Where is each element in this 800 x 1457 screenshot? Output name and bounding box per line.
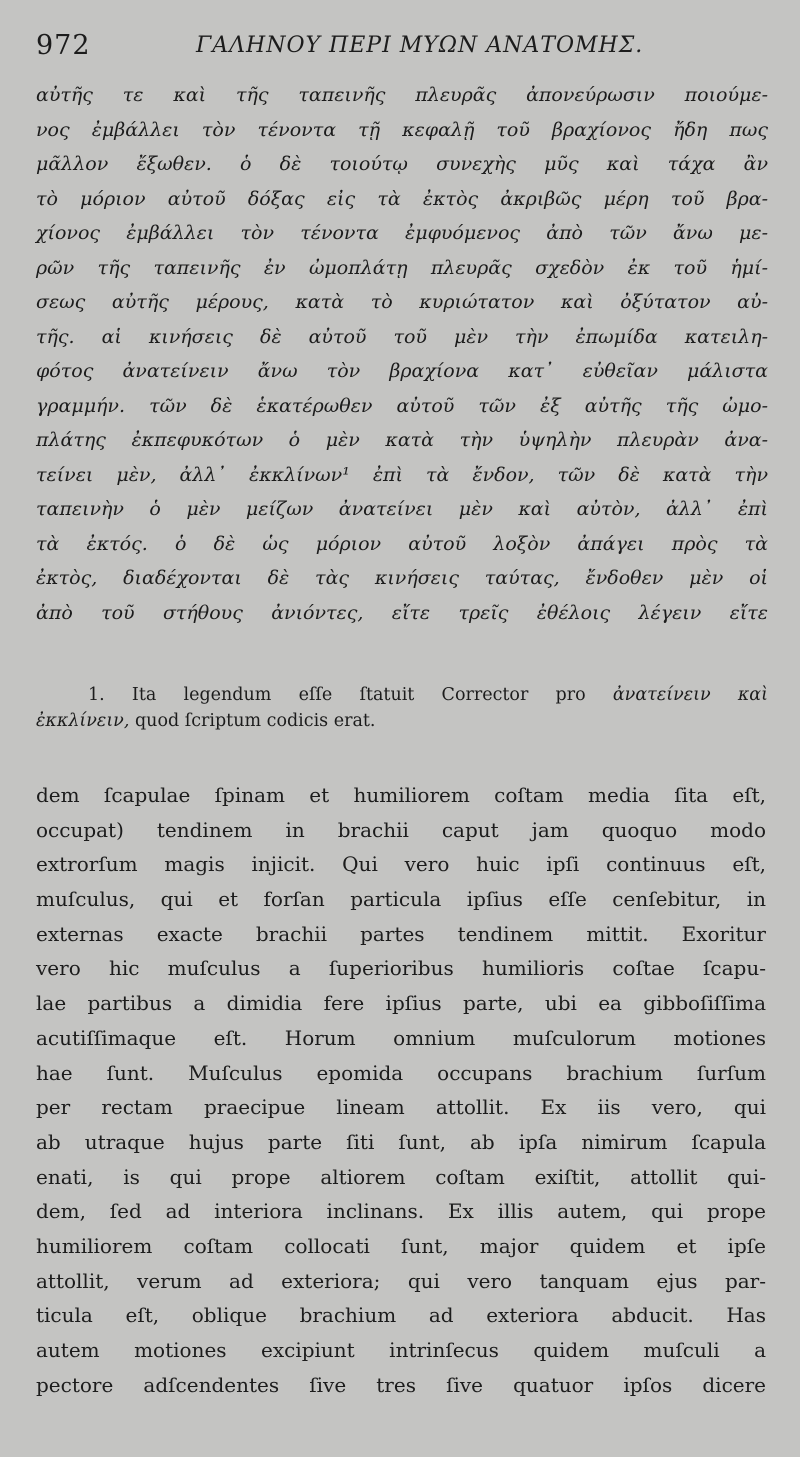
footnote-line <box>36 708 768 734</box>
footnote-text: Ita legendum eſſe ſtatuit Corrector pro <box>131 685 586 705</box>
running-title: ΓΑΛΗΝΟΥ ΠΕΡΙ ΜΥΩΝ ΑΝΑΤΟΜΗΣ. <box>196 33 644 58</box>
latin-line: humiliorem coſtam collocati ſunt, major quidem et ipſe <box>36 1233 766 1258</box>
latin-line: externas exacte brachii partes tendinem mittit. Exoritur <box>36 921 766 946</box>
greek-line: χίονος ἐμβάλλει τὸν τένοντα ἐμφυόμενος ἀπὸ τῶν ἄνω με- <box>36 222 768 244</box>
greek-line: ἐκτὸς, διαδέχονται δὲ τὰς κινήσεις ταύτας, ἔνδοθεν μὲν οἱ <box>36 567 768 589</box>
latin-line: dem ſcapulae ſpinam et humiliorem coſtam media ſita eſt, <box>36 783 766 807</box>
greek-line: τὰ ἐκτός. ὁ δὲ ὡς μόριον αὐτοῦ λοξὸν ἀπάγει πρὸς τὰ <box>36 532 768 555</box>
greek-line: ταπεινὴν ὁ μὲν μείζων ἀνατείνει μὲν καὶ αὐτὸν, ἀλλ᾽ ἐπὶ <box>36 498 768 520</box>
greek-line: τείνει μὲν, ἀλλ᾽ ἐκκλίνων¹ ἐπὶ τὰ ἔνδον, τῶν δὲ κατὰ τὴν <box>36 463 768 486</box>
latin-line: enati, is qui prope altiorem coſtam exiſtit, attollit qui- <box>36 1164 766 1189</box>
latin-line: muſculus, qui et forſan particula ipſius eſſe cenſebitur, in <box>36 887 766 912</box>
latin-line: occupat) tendinem in brachii caput jam quoquo modo <box>36 817 766 842</box>
footnote-greek: ἀνατείνειν καὶ <box>612 685 768 705</box>
latin-line: per rectam praecipue lineam attollit. Ex iis vero, qui <box>36 1095 766 1120</box>
greek-line: σεως αὐτῆς μέρους, κατὰ τὸ κυριώτατον καὶ ὀξύτατον αὐ- <box>36 291 768 313</box>
greek-line: ἀπὸ τοῦ στήθους ἀνιόντες, εἴτε τρεῖς ἐθέλοις λέγειν εἴτε <box>36 601 768 624</box>
page-header <box>36 28 776 64</box>
latin-line: extrorſum magis injicit. Qui vero huic ipſi continuus eſt, <box>36 852 766 877</box>
latin-line: ticula eſt, oblique brachium ad exteriora abducit. Has <box>36 1303 766 1328</box>
footnote-line <box>36 682 768 708</box>
latin-line: dem, ſed ad interiora inclinans. Ex illis autem, qui prope <box>36 1199 766 1224</box>
latin-line: lae partibus a dimidia fere ipſius parte, ubi ea gibboſiſſima <box>36 991 766 1016</box>
latin-line: vero hic muſculus a ſuperioribus humilioris coſtae ſcapu- <box>36 956 766 981</box>
page-number: 972 <box>36 30 91 61</box>
latin-line: pectore adſcendentes ſive tres ſive quatuor ipſos dicere <box>36 1372 766 1397</box>
footnote <box>36 682 768 734</box>
latin-line: acutiſſimaque eſt. Horum omnium muſculorum motiones <box>36 1025 766 1050</box>
latin-line: ab utraque hujus parte ſiti ſunt, ab ipſa nimirum ſcapula <box>36 1129 766 1154</box>
greek-line: γραμμήν. τῶν δὲ ἑκατέρωθεν αὐτοῦ τῶν ἐξ αὐτῆς τῆς ὠμο- <box>36 394 768 417</box>
footnote-marker: 1. <box>88 685 105 705</box>
greek-line: νος ἐμβάλλει τὸν τένοντα τῇ κεφαλῇ τοῦ βραχίονος ἤδη πως <box>36 118 768 141</box>
footnote-text: quod ſcriptum codicis erat. <box>134 711 376 731</box>
greek-line: αὐτῆς τε καὶ τῆς ταπεινῆς πλευρᾶς ἀπονεύρωσιν ποιούμε- <box>36 84 768 106</box>
latin-line: hae ſunt. Muſculus epomida occupans brachium ſurſum <box>36 1060 766 1085</box>
greek-line: ρῶν τῆς ταπεινῆς ἐν ὠμοπλάτῃ πλευρᾶς σχεδὸν ἐκ τοῦ ἡμί- <box>36 256 768 279</box>
greek-line: φότος ἀνατείνειν ἄνω τὸν βραχίονα κατ᾽ εὐθεῖαν μάλιστα <box>36 360 768 382</box>
footnote-greek: ἐκκλίνειν, <box>36 711 130 731</box>
latin-text-block <box>36 778 766 1402</box>
greek-line: τῆς. αἱ κινήσεις δὲ αὐτοῦ τοῦ μὲν τὴν ἐπωμίδα κατειλη- <box>36 325 768 348</box>
latin-line: autem motiones excipiunt intrinſecus quidem muſculi a <box>36 1338 766 1362</box>
greek-line: πλάτης ἐκπεφυκότων ὁ μὲν κατὰ τὴν ὑψηλὴν πλευρὰν ἀνα- <box>36 429 768 451</box>
greek-line: τὸ μόριον αὐτοῦ δόξας εἰς τὰ ἐκτὸς ἀκριβῶς μέρη τοῦ βρα- <box>36 187 768 210</box>
latin-line: attollit, verum ad exteriora; qui vero tanquam ejus par- <box>36 1268 766 1293</box>
greek-text-block <box>36 78 768 630</box>
greek-line: μᾶλλον ἔξωθεν. ὁ δὲ τοιούτῳ συνεχὴς μῦς καὶ τάχα ἂν <box>36 153 768 175</box>
